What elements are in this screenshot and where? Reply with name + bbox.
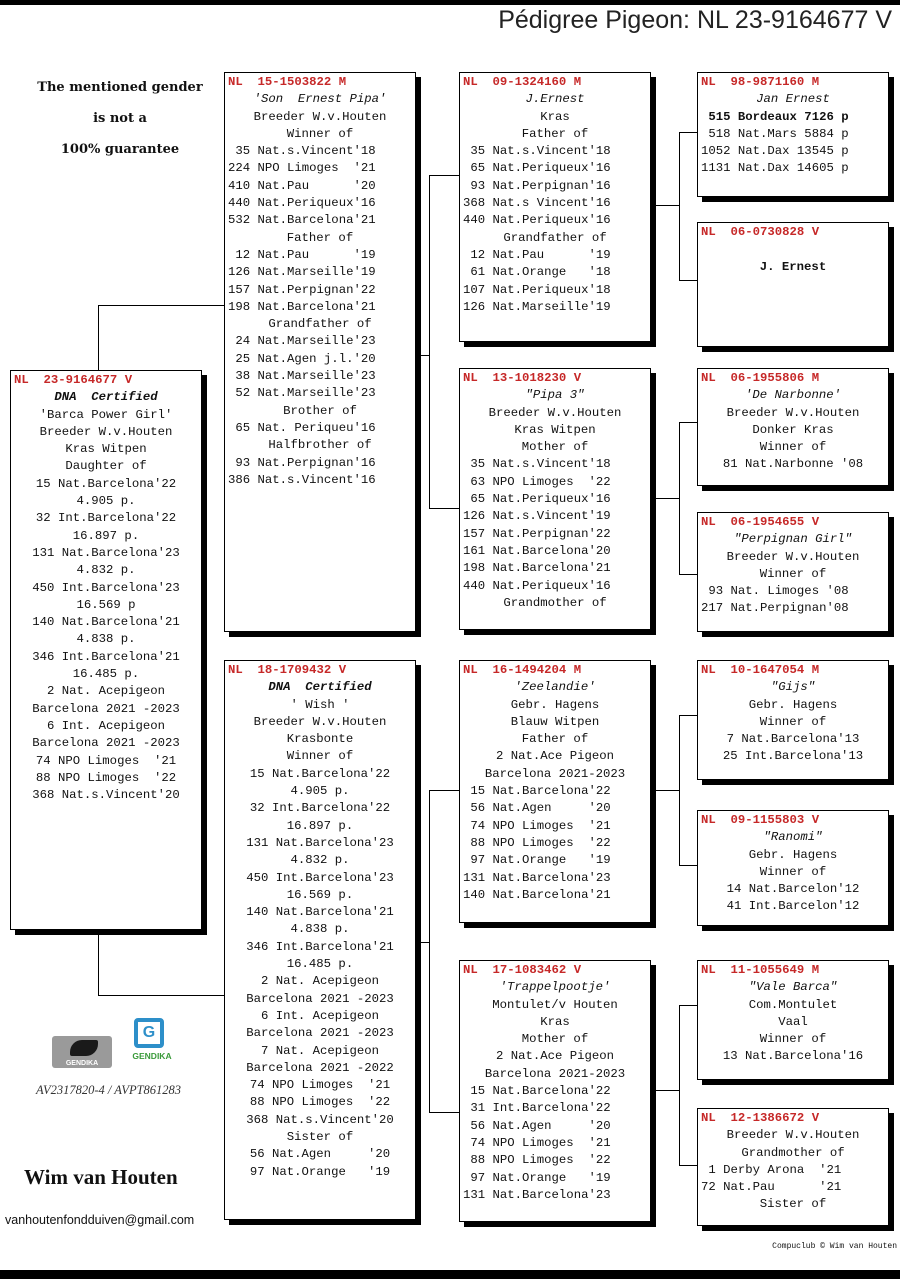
disclaimer-line: is not a <box>93 111 147 126</box>
pedigree-card-paternal-grandmother <box>459 368 651 630</box>
card-line: 88 NPO Limoges '22 <box>463 1153 611 1168</box>
connector-line <box>429 1112 459 1113</box>
ring-number: NL 10-1647054 M <box>701 663 820 677</box>
connector-line <box>679 865 697 866</box>
card-line: Barcelona 2021 -2022 <box>246 1060 394 1075</box>
connector-line <box>429 508 459 509</box>
card-line: ' Wish ' <box>290 697 350 712</box>
page-title: Pédigree Pigeon: NL 23-9164677 V <box>498 6 892 34</box>
card-line: Mother of <box>521 1032 589 1047</box>
card-line: Father of <box>521 732 589 747</box>
card-line: 140 Nat.Barcelona'21 <box>32 615 180 630</box>
card-lines <box>701 979 885 1065</box>
disclaimer-line: The mentioned gender <box>37 80 203 95</box>
card-line: Winner of <box>759 1032 827 1047</box>
card-line: 24 Nat.Marseille'23 <box>228 334 376 349</box>
pedigree-card-maternal-grandfather <box>459 660 651 923</box>
card-line: 157 Nat.Perpignan'22 <box>228 282 376 297</box>
card-line: J.Ernest <box>525 92 585 107</box>
card-line: 368 Nat.s.Vincent'20 <box>32 788 180 803</box>
card-line: "Perpignan Girl" <box>733 532 853 547</box>
disclaimer-line: 100% guarantee <box>60 142 180 157</box>
card-line: Grandmother of <box>503 595 607 610</box>
card-line: "Vale Barca" <box>748 980 838 995</box>
card-line: 131 Nat.Barcelona'23 <box>463 870 611 885</box>
card-line: "Gijs" <box>770 680 816 695</box>
card-line: 346 Int.Barcelona'21 <box>32 649 180 664</box>
card-lines <box>701 531 885 617</box>
card-line: 224 NPO Limoges '21 <box>228 161 376 176</box>
connector-line <box>679 422 697 423</box>
card-line: 198 Nat.Barcelona'21 <box>228 299 376 314</box>
card-line: 518 Nat.Mars 5884 p <box>701 126 849 141</box>
card-lines <box>463 679 647 904</box>
card-lines <box>463 387 647 612</box>
card-line: 7 Nat. Acepigeon <box>260 1043 380 1058</box>
connector-line <box>679 1165 697 1166</box>
connector-line <box>679 715 680 865</box>
card-lines <box>228 91 412 489</box>
card-line: 15 Nat.Barcelona'22 <box>463 784 611 799</box>
pedigree-card-mfm <box>697 810 889 926</box>
ring-number: NL 06-0730828 V <box>701 225 820 239</box>
contact-email: vanhoutenfondduiven@gmail.com <box>5 1213 195 1227</box>
pedigree-card-maternal-grandmother <box>459 960 651 1222</box>
card-line: 131 Nat.Barcelona'23 <box>32 545 180 560</box>
card-line: Blauw Witpen <box>510 714 600 729</box>
card-line: Krasbonte <box>286 732 354 747</box>
card-line: 97 Nat.Orange '19 <box>249 1164 391 1179</box>
card-line: Grandmother of <box>741 1145 845 1160</box>
card-line: 32 Int.Barcelona'22 <box>249 801 391 816</box>
card-line: 97 Nat.Orange '19 <box>463 853 611 868</box>
card-line: Montulet/v Houten <box>492 997 618 1012</box>
connector-line <box>651 1090 679 1091</box>
card-line: 65 Nat.Periqueux'16 <box>463 492 611 507</box>
card-line: Halfbrother of <box>268 438 372 453</box>
ring-number: NL 18-1709432 V <box>228 663 347 677</box>
card-line: Gebr. Hagens <box>748 847 838 862</box>
ring-number: NL 12-1386672 V <box>701 1111 820 1125</box>
card-line: 56 Nat.Agen '20 <box>463 1118 611 1133</box>
card-lines <box>14 389 198 804</box>
gendika-badge-logo <box>52 1036 112 1068</box>
card-line: Donker Kras <box>752 422 834 437</box>
card-line: 2 Nat. Acepigeon <box>260 974 380 989</box>
card-line: 140 Nat.Barcelona'21 <box>463 887 611 902</box>
ring-number: NL 09-1155803 V <box>701 813 820 827</box>
ring-number: NL 11-1055649 M <box>701 963 820 977</box>
card-line: 131 Nat.Barcelona'23 <box>246 835 394 850</box>
card-line: 'Barca Power Girl' <box>39 407 173 422</box>
card-line: 15 Nat.Barcelona'22 <box>249 766 391 781</box>
card-line: Winner of <box>759 714 827 729</box>
card-line: 126 Nat.s.Vincent'19 <box>463 509 611 524</box>
card-line: 25 Nat.Agen j.l.'20 <box>228 351 376 366</box>
gender-disclaimer <box>20 72 220 165</box>
card-line: 15 Nat.Barcelona'22 <box>463 1084 611 1099</box>
software-credit: Compuclub © Wim van Houten <box>772 1242 897 1251</box>
card-line: 13 Nat.Barcelona'16 <box>722 1049 864 1064</box>
card-line: 35 Nat.s.Vincent'18 <box>463 457 611 472</box>
card-line: 61 Nat.Orange '18 <box>463 265 611 280</box>
card-line: 2 Nat.Ace Pigeon <box>495 1049 615 1064</box>
card-line: 38 Nat.Marseille'23 <box>228 369 376 384</box>
card-line: J. Ernest <box>759 259 827 274</box>
card-line: Breeder W.v.Houten <box>253 109 387 124</box>
card-line: 88 NPO Limoges '22 <box>249 1095 391 1110</box>
connector-line <box>98 995 224 996</box>
ring-number: NL 13-1018230 V <box>463 371 582 385</box>
card-line: 532 Nat.Barcelona'21 <box>228 213 376 228</box>
card-line: 157 Nat.Perpignan'22 <box>463 526 611 541</box>
card-line: 1052 Nat.Dax 13545 p <box>701 144 849 159</box>
pigeon-wing-icon <box>70 1040 98 1056</box>
connector-line <box>98 305 224 306</box>
card-line: 65 Nat.Periqueux'16 <box>463 161 611 176</box>
card-lines <box>701 829 885 915</box>
card-line: Brother of <box>283 403 357 418</box>
card-line: Gebr. Hagens <box>748 697 838 712</box>
card-line: 'Son Ernest Pipa' <box>253 92 387 107</box>
pedigree-card-mother <box>224 660 416 1220</box>
pedigree-card-mff <box>697 660 889 780</box>
card-line: 2 Nat. Acepigeon <box>46 684 166 699</box>
card-line: "Ranomi" <box>763 830 823 845</box>
card-line: Daughter of <box>65 459 147 474</box>
card-line: 107 Nat.Periqueux'18 <box>463 282 611 297</box>
card-line: Winner of <box>759 440 827 455</box>
card-line: Winner of <box>286 749 354 764</box>
card-line: 72 Nat.Pau '21 <box>701 1180 842 1195</box>
card-line: Breeder W.v.Houten <box>488 405 622 420</box>
pedigree-card-father <box>224 72 416 632</box>
connector-line <box>429 175 459 176</box>
card-line: 140 Nat.Barcelona'21 <box>246 905 394 920</box>
pedigree-card-fmm <box>697 512 889 632</box>
card-line: Barcelona 2021-2023 <box>484 766 626 781</box>
card-line: Winner of <box>286 126 354 141</box>
card-line: 368 Nat.s Vincent'16 <box>463 196 611 211</box>
card-lines <box>701 91 885 177</box>
card-line: 97 Nat.Orange '19 <box>463 1170 611 1185</box>
card-line: 74 NPO Limoges '21 <box>35 753 177 768</box>
connector-line <box>415 355 429 356</box>
card-line <box>701 241 885 258</box>
card-line: Breeder W.v.Houten <box>39 424 173 439</box>
pedigree-card-subject <box>10 370 202 930</box>
card-line: Vaal <box>778 1014 808 1029</box>
pedigree-card-ffm <box>697 222 889 347</box>
card-line: 16.569 p. <box>286 887 354 902</box>
ring-number: NL 16-1494204 M <box>463 663 582 677</box>
card-line: 126 Nat.Marseille'19 <box>228 265 376 280</box>
card-line: 16.897 p. <box>286 818 354 833</box>
card-line: Kras <box>540 1014 570 1029</box>
card-line: 12 Nat.Pau '19 <box>228 247 376 262</box>
card-line: 131 Nat.Barcelona'23 <box>463 1187 611 1202</box>
connector-line <box>651 498 679 499</box>
card-line: Breeder W.v.Houten <box>726 405 860 420</box>
card-line: Kras Witpen <box>514 422 596 437</box>
card-line: Barcelona 2021-2023 <box>484 1066 626 1081</box>
card-line: 161 Nat.Barcelona'20 <box>463 543 611 558</box>
connector-line <box>429 790 430 1112</box>
card-lines <box>463 979 647 1204</box>
card-line: 41 Int.Barcelon'12 <box>726 899 860 914</box>
card-line: 65 Nat. Periqueu'16 <box>228 420 376 435</box>
connector-line <box>679 280 697 281</box>
card-line: 440 Nat.Periqueux'16 <box>228 196 376 211</box>
card-line: 35 Nat.s.Vincent'18 <box>228 144 376 159</box>
card-line: Kras <box>540 109 570 124</box>
card-line: 14 Nat.Barcelon'12 <box>726 882 860 897</box>
card-line: Kras Witpen <box>65 442 147 457</box>
card-line: 2 Nat.Ace Pigeon <box>495 749 615 764</box>
card-line: 7 Nat.Barcelona'13 <box>726 732 860 747</box>
bottom-border <box>0 1270 900 1279</box>
card-line: Barcelona 2021 -2023 <box>32 701 180 716</box>
card-line: 52 Nat.Marseille'23 <box>228 386 376 401</box>
card-line: 410 Nat.Pau '20 <box>228 178 376 193</box>
card-line: 4.838 p. <box>290 922 350 937</box>
card-line: 56 Nat.Agen '20 <box>249 1147 391 1162</box>
card-line: 368 Nat.s.Vincent'20 <box>246 1112 394 1127</box>
gendika-g-icon: G <box>134 1018 164 1048</box>
card-line: Barcelona 2021 -2023 <box>32 736 180 751</box>
card-line: 35 Nat.s.Vincent'18 <box>463 144 611 159</box>
connector-line <box>679 574 697 575</box>
card-line: Sister of <box>759 1197 827 1212</box>
card-line: 440 Nat.Periqueux'16 <box>463 578 611 593</box>
ring-number: NL 09-1324160 M <box>463 75 582 89</box>
card-line: 450 Int.Barcelona'23 <box>32 580 180 595</box>
card-line: 16.485 p. <box>72 667 140 682</box>
connector-line <box>679 422 680 574</box>
card-line: 198 Nat.Barcelona'21 <box>463 561 611 576</box>
top-border <box>0 0 900 5</box>
card-line: 25 Int.Barcelona'13 <box>722 749 864 764</box>
connector-line <box>429 790 459 791</box>
card-line: 32 Int.Barcelona'22 <box>35 511 177 526</box>
card-line: DNA Certified <box>54 390 158 405</box>
pedigree-card-fmf <box>697 368 889 486</box>
card-line: Jan Ernest <box>756 92 830 107</box>
card-line: 88 NPO Limoges '22 <box>463 835 611 850</box>
card-line: 'Trappelpootje' <box>499 980 611 995</box>
gendika-logo <box>128 1018 176 1072</box>
card-line: 16.897 p. <box>72 528 140 543</box>
connector-line <box>98 935 99 995</box>
pedigree-card-paternal-grandfather <box>459 72 651 342</box>
connector-line <box>415 942 429 943</box>
connector-line <box>98 305 99 370</box>
card-line: Breeder W.v.Houten <box>253 714 387 729</box>
card-line: Gebr. Hagens <box>510 697 600 712</box>
card-line: 126 Nat.Marseille'19 <box>463 299 611 314</box>
card-line: 4.905 p. <box>290 784 350 799</box>
connector-line <box>429 175 430 508</box>
card-lines <box>701 241 885 276</box>
card-line: 12 Nat.Pau '19 <box>463 247 611 262</box>
card-line: Father of <box>286 230 354 245</box>
card-line: Mother of <box>521 440 589 455</box>
card-line: 4.832 p. <box>76 563 136 578</box>
pedigree-card-mmm <box>697 1108 889 1226</box>
card-line: 31 Int.Barcelona'22 <box>463 1101 611 1116</box>
card-line: 440 Nat.Periqueux'16 <box>463 213 611 228</box>
card-line: 93 Nat. Limoges '08 <box>701 584 849 599</box>
card-line: 217 Nat.Perpignan'08 <box>701 601 849 616</box>
card-line: 'Zeelandie' <box>514 680 596 695</box>
breeder-name: Wim van Houten <box>24 1165 178 1189</box>
logo-label: GENDIKA <box>132 1051 172 1061</box>
card-line: Sister of <box>286 1130 354 1145</box>
connector-line <box>679 1005 680 1165</box>
card-lines <box>701 387 885 473</box>
card-line: 93 Nat.Perpignan'16 <box>228 455 376 470</box>
card-line: 4.838 p. <box>76 632 136 647</box>
card-line: Barcelona 2021 -2023 <box>246 991 394 1006</box>
ring-number: NL 23-9164677 V <box>14 373 133 387</box>
card-line: Grandfather of <box>503 230 607 245</box>
connector-line <box>679 715 697 716</box>
logo-label: GENDIKA <box>65 1060 99 1067</box>
ring-number: NL 06-1954655 V <box>701 515 820 529</box>
card-lines <box>701 1127 885 1213</box>
card-line: 1131 Nat.Dax 14605 p <box>701 161 849 176</box>
card-line: Breeder W.v.Houten <box>726 1128 860 1143</box>
connector-line <box>651 790 679 791</box>
card-line: 16.485 p. <box>286 957 354 972</box>
card-line: "Pipa 3" <box>525 388 585 403</box>
ring-number: NL 17-1083462 V <box>463 963 582 977</box>
card-line: 4.905 p. <box>76 494 136 509</box>
card-line: Com.Montulet <box>748 997 838 1012</box>
card-line: 74 NPO Limoges '21 <box>463 818 611 833</box>
ring-number: NL 06-1955806 M <box>701 371 820 385</box>
ring-number: NL 98-9871160 M <box>701 75 820 89</box>
card-line: Winner of <box>759 864 827 879</box>
connector-line <box>679 132 680 280</box>
card-lines <box>463 91 647 316</box>
card-line: 74 NPO Limoges '21 <box>249 1078 391 1093</box>
card-line: DNA Certified <box>268 680 372 695</box>
connector-line <box>651 205 679 206</box>
connector-line <box>679 132 697 133</box>
connector-line <box>679 1005 697 1006</box>
card-lines <box>228 679 412 1181</box>
card-line: 450 Int.Barcelona'23 <box>246 870 394 885</box>
card-line: 515 Bordeaux 7126 p <box>701 109 849 124</box>
ring-number: NL 15-1503822 M <box>228 75 347 89</box>
card-line: 386 Nat.s.Vincent'16 <box>228 472 376 487</box>
card-lines <box>701 679 885 765</box>
card-line: 6 Int. Acepigeon <box>46 718 166 733</box>
card-line: 88 NPO Limoges '22 <box>35 770 177 785</box>
card-line: 6 Int. Acepigeon <box>260 1008 380 1023</box>
card-line: 4.832 p. <box>290 853 350 868</box>
card-line: 74 NPO Limoges '21 <box>463 1135 611 1150</box>
card-line: 15 Nat.Barcelona'22 <box>35 476 177 491</box>
card-line: 63 NPO Limoges '22 <box>463 474 611 489</box>
card-line: Father of <box>521 126 589 141</box>
card-line: 93 Nat.Perpignan'16 <box>463 178 611 193</box>
card-line: Grandfather of <box>268 317 372 332</box>
card-line: 16.569 p <box>76 597 136 612</box>
card-line: 1 Derby Arona '21 <box>701 1162 842 1177</box>
card-line: 'De Narbonne' <box>745 388 841 403</box>
certificate-codes: AV2317820-4 / AVPT861283 <box>36 1083 182 1097</box>
pedigree-card-fff <box>697 72 889 197</box>
card-line: 81 Nat.Narbonne '08 <box>722 457 864 472</box>
card-line: Winner of <box>759 566 827 581</box>
card-line: 56 Nat.Agen '20 <box>463 801 611 816</box>
card-line: 346 Int.Barcelona'21 <box>246 939 394 954</box>
card-line: Breeder W.v.Houten <box>726 549 860 564</box>
pedigree-card-mmf <box>697 960 889 1080</box>
card-line: Barcelona 2021 -2023 <box>246 1026 394 1041</box>
